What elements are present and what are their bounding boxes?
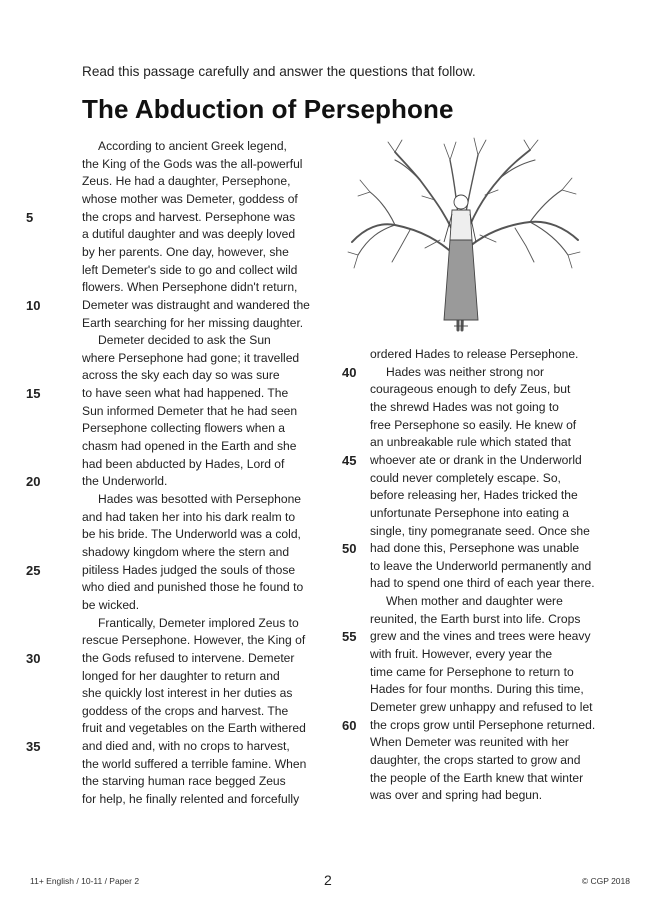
passage-line: single, tiny pomegranate seed. Once she (370, 523, 590, 538)
passage-line: had been abducted by Hades, Lord of (82, 456, 285, 471)
passage-line: an unbreakable rule which stated that (370, 435, 572, 450)
passage-line: and had taken her into his dark realm to (82, 509, 296, 524)
passage-line: the shrewd Hades was not going to (370, 399, 559, 414)
line-number: 20 (26, 474, 41, 490)
passage-line: be wicked. (82, 597, 140, 612)
passage-line: Sun informed Demeter that he had seen (82, 403, 298, 418)
passage-line: According to ancient Greek legend, (98, 139, 287, 153)
passage-line: the crops and harvest. Persephone was (82, 209, 296, 224)
passage-line: she quickly lost interest in her duties as (82, 686, 293, 701)
passage-line: the King of the Gods was the all-powerful (82, 156, 303, 171)
passage-line: ordered Hades to release Persephone. (370, 347, 579, 361)
passage-title: The Abduction of Persephone (82, 94, 454, 124)
passage-line: Demeter grew unhappy and refused to let (370, 700, 593, 714)
passage-line: reunited, the Earth burst into life. Crops (370, 611, 581, 626)
passage-line: before releasing her, Hades tricked the (370, 488, 578, 503)
passage-line: shadowy kingdom where the stern and (82, 544, 290, 559)
passage-line: free Persephone so easily. He knew of (370, 417, 577, 432)
passage-line: the world suffered a terrible famine. When (82, 756, 307, 771)
passage-line: When Demeter was reunited with her (370, 735, 569, 750)
passage-line: Frantically, Demeter implored Zeus to (98, 615, 299, 630)
passage-line: Zeus. He had a daughter, Persephone, (82, 174, 291, 189)
instruction-text: Read this passage carefully and answer the questions that follow. (82, 64, 476, 79)
line-number: 25 (26, 562, 41, 578)
page-number: 2 (324, 872, 332, 888)
passage-line: a dutiful daughter and was deeply loved (82, 227, 296, 242)
passage-line: Demeter was distraught and wandered the (82, 297, 310, 312)
passage-line: with fruit. However, every year the (370, 647, 553, 662)
passage-line: was over and spring had begun. (370, 788, 543, 803)
footer-copyright: © CGP 2018 (581, 876, 630, 886)
passage-line: and died and, with no crops to harvest, (82, 739, 290, 754)
passage-line: left Demeter's side to go and collect wild (82, 262, 298, 277)
passage-line: could never completely escape. So, (370, 470, 561, 485)
passage-line: Hades was neither strong nor (386, 364, 544, 379)
passage-line: had done this, Persephone was unable (370, 541, 580, 556)
line-number: 30 (26, 650, 41, 666)
passage-line: across the sky each day so was sure (82, 368, 280, 383)
passage-line: time came for Persephone to return to (370, 664, 574, 679)
passage-line: pitiless Hades judged the souls of those (82, 562, 296, 577)
passage-line: grew and the vines and trees were heavy (370, 629, 591, 644)
passage-line: unfortunate Persephone into eating a (370, 505, 570, 520)
illustration-woman-and-tree (340, 130, 590, 340)
passage-line: goddess of the crops and harvest. The (82, 703, 289, 718)
passage-line: courageous enough to defy Zeus, but (370, 382, 571, 397)
passage-line: to have seen what had happened. The (82, 386, 289, 401)
passage-line: who died and punished those he found to (82, 580, 304, 595)
passage-line: the Underworld. (82, 474, 168, 489)
passage-line: longed for her daughter to return and (82, 668, 280, 683)
passage-line: whose mother was Demeter, goddess of (82, 191, 298, 206)
passage-line: Hades was besotted with Persephone (98, 492, 302, 506)
passage-line: be his bride. The Underworld was a cold, (82, 527, 301, 542)
line-number: 15 (26, 386, 41, 402)
passage-line: the people of the Earth knew that winter (370, 770, 584, 785)
passage-line: Earth searching for her missing daughter. (82, 315, 304, 330)
line-number: 5 (26, 209, 34, 225)
passage-line: rescue Persephone. However, the King of (82, 633, 306, 648)
passage-line: fruit and vegetables on the Earth withered (82, 721, 306, 736)
passage-line: had to spend one third of each year there. (370, 576, 595, 591)
passage-line: flowers. When Persephone didn't return, (82, 280, 298, 295)
line-number: 45 (342, 452, 357, 468)
line-number: 60 (342, 717, 357, 733)
line-number: 50 (342, 541, 357, 557)
passage-line: the crops grow until Persephone returned. (370, 717, 596, 732)
passage-line: Hades for four months. During this time, (370, 682, 584, 697)
passage-line: daughter, the crops started to grow and (370, 752, 581, 767)
passage-line: the starving human race begged Zeus (82, 774, 286, 789)
passage-line: to leave the Underworld permanently and (370, 558, 592, 573)
line-number: 35 (26, 739, 41, 755)
line-number: 10 (26, 297, 41, 313)
footer-paper-label: 11+ English / 10-11 / Paper 2 (30, 876, 140, 886)
line-number: 55 (342, 629, 357, 645)
passage-line: where Persephone had gone; it travelled (82, 350, 300, 365)
passage-line: by her parents. One day, however, she (82, 244, 289, 259)
passage-line: for help, he finally relented and forcefully (82, 792, 300, 807)
passage-line: whoever ate or drank in the Underworld (370, 452, 582, 467)
passage-line: chasm had opened in the Earth and she (82, 439, 297, 454)
passage-line: the Gods refused to intervene. Demeter (82, 650, 295, 665)
passage-line: Persephone collecting flowers when a (82, 421, 286, 436)
passage-line: Demeter decided to ask the Sun (98, 333, 271, 348)
passage-line: When mother and daughter were (386, 594, 563, 609)
line-number: 40 (342, 364, 357, 380)
